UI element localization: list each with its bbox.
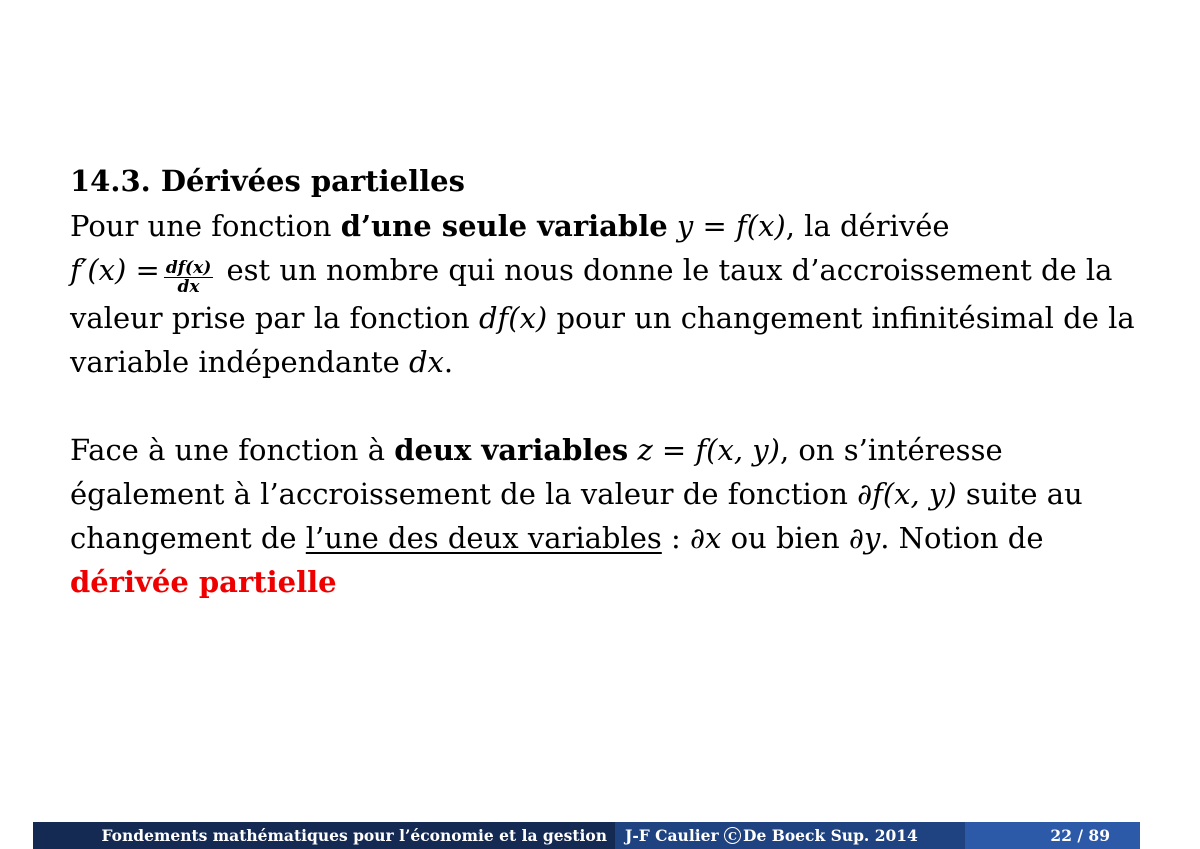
footer-course-title: Fondements mathématiques pour l’économie et la gestion [33, 822, 615, 849]
text: , la dérivée [785, 209, 950, 243]
underlined-phrase: l’une des deux variables [305, 521, 662, 555]
math-y-equals-fx: y = f(x) [676, 209, 786, 243]
fraction-numerator: df(x) [165, 258, 212, 278]
footer-publisher: De Boeck Sup. 2014 [743, 826, 918, 845]
slide-content [70, 158, 1140, 604]
text: , on s’intéresse également à l’accroissement de la valeur de fonction [70, 433, 1003, 511]
highlight-partial-derivative: dérivée partielle [70, 565, 337, 599]
text: ou bien [721, 521, 849, 555]
slide-title: 14.3. Dérivées partielles [70, 164, 465, 198]
footer-bar [33, 822, 1140, 849]
text: suite au changement de [70, 477, 1083, 555]
paragraph-two-variables [70, 428, 1140, 604]
text: . Notion de [880, 521, 1044, 555]
math-z-equals-fxy: z = f(x, y) [637, 433, 780, 467]
text: : [661, 521, 691, 555]
text: Face à une fonction à [70, 433, 395, 467]
footer-author [615, 822, 965, 849]
fraction-dfx-dx [164, 259, 213, 296]
math-dfx: df(x) [478, 301, 548, 335]
math-partial-x: ∂x [690, 521, 722, 555]
bold-term-single-variable: d’une seule variable [340, 209, 668, 243]
footer-page-number: 22 / 89 [965, 822, 1140, 849]
bold-term-two-variables: deux variables [394, 433, 629, 467]
fraction-denominator: dx [177, 277, 200, 297]
footer-author-name: J-F Caulier [625, 826, 719, 845]
math-partial-y: ∂y [848, 521, 881, 555]
text: Pour une fonction [70, 209, 341, 243]
paragraph-single-variable [70, 204, 1140, 384]
math-dx: dx [408, 345, 444, 379]
text: est un nombre qui nous donne le taux d’accroissement de la valeur prise par la fonction [70, 253, 1113, 335]
text: . [443, 345, 454, 379]
text: pour un changement infinitésimal de la variable indépendante [70, 301, 1135, 379]
math-partial-fxy: ∂f(x, y) [857, 477, 957, 511]
copyright-icon: C [724, 827, 741, 844]
math-derivative: f′(x) = [70, 253, 160, 287]
